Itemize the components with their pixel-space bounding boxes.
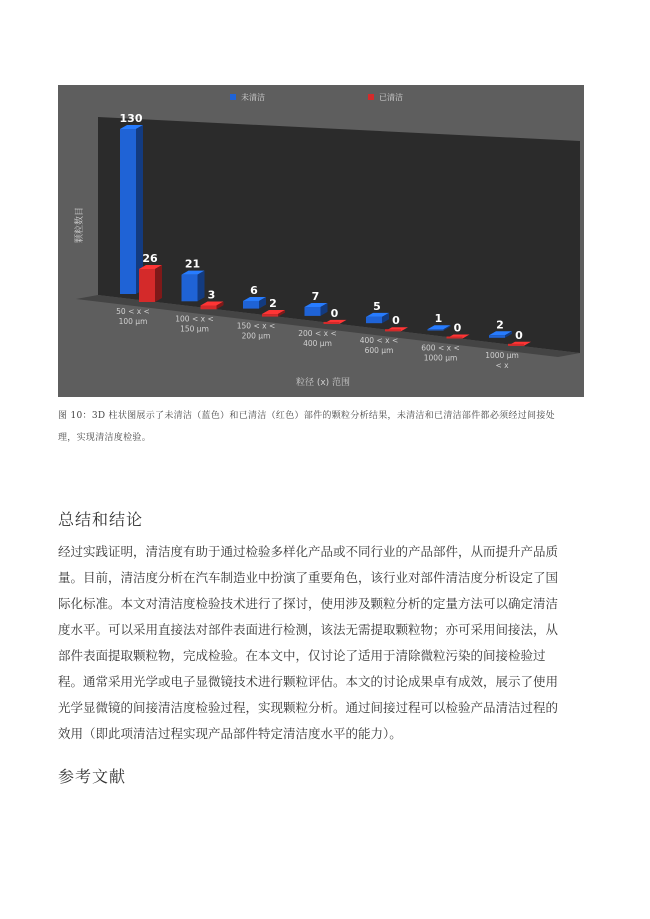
y-axis-label: 颗粒数目 xyxy=(75,206,85,244)
bar-value-label: 2 xyxy=(496,318,504,332)
bar-value-label: 0 xyxy=(392,314,400,328)
bar-value-label: 21 xyxy=(184,257,201,271)
bar xyxy=(139,265,162,302)
x-tick-label: 200 < x < 400 μm xyxy=(298,328,337,348)
legend-label: 已清洁 xyxy=(379,93,403,102)
bar-value-label: 0 xyxy=(453,321,462,335)
paragraph-line: 效用（即此项清洁过程实现产品部件特定清洁度水平的能力）。 xyxy=(58,726,402,741)
paragraph-line: 度水平。可以采用直接法对部件表面进行检测，该法无需提取颗粒物；亦可采用间接法，从 xyxy=(58,622,559,637)
paragraph-line: 光学显微镜的间接清洁度检验过程，实现颗粒分析。通过间接过程可以检验产品清洁过程的 xyxy=(58,700,559,715)
paragraph-line: 量。目前，清洁度分析在汽车制造业中扮演了重要角色，该行业对部件清洁度分析设定了国 xyxy=(58,570,559,585)
legend-label: 未清洁 xyxy=(241,93,265,102)
bar-value-label: 1 xyxy=(434,312,443,326)
bar-value-label: 26 xyxy=(142,252,158,265)
summary-heading: 总结和结论 xyxy=(58,510,144,529)
x-tick-label: 150 < x < 200 μm xyxy=(236,321,276,341)
paragraph-line: 程。通常采用光学或电子显微镜技术进行颗粒评估。本文的讨论成果卓有成效，展示了使用 xyxy=(58,674,559,689)
caption-line: 理，实现清洁度检验。 xyxy=(58,433,152,443)
bar-value-label: 6 xyxy=(250,283,258,297)
bar-value-label: 0 xyxy=(330,306,339,320)
x-tick-label: 50 < x < 100 μm xyxy=(116,307,150,326)
bar-value-label: 130 xyxy=(119,112,143,125)
bar-value-label: 7 xyxy=(311,290,320,304)
bar-value-label: 0 xyxy=(515,328,523,342)
x-tick-label: 100 < x < 150 μm xyxy=(175,314,214,334)
paragraph-line: 经过实践证明，清洁度有助于通过检验多样化产品或不同行业的产品部件，从而提升产品质 xyxy=(58,544,559,559)
references-heading: 参考文献 xyxy=(58,767,127,786)
x-axis-label: 粒径 (x) 范围 xyxy=(295,378,351,388)
bar-chart-figure xyxy=(58,85,584,397)
x-tick-label: 600 < x < 1000 μm xyxy=(421,343,460,363)
summary-paragraph xyxy=(58,539,588,747)
figure-caption xyxy=(58,405,588,449)
x-tick-label: 1000 μm < x xyxy=(485,350,519,370)
caption-line: 图 10：3D 柱状图展示了未清洁（蓝色）和已清洁（红色）部件的颗粒分析结果，未清洁和已清洁部件都必须经过间接处 xyxy=(58,411,555,421)
legend-swatch xyxy=(230,94,236,100)
paragraph-line: 部件表面提取颗粒物，完成检验。在本文中，仅讨论了适用于清除微粒污染的间接检验过 xyxy=(58,648,546,663)
bar xyxy=(120,125,143,294)
bar-chart xyxy=(58,85,584,397)
legend-swatch xyxy=(368,94,374,100)
bar-value-label: 5 xyxy=(373,299,381,313)
x-tick-label: 400 < x < 600 μm xyxy=(359,336,399,356)
bar xyxy=(182,271,205,302)
bar-value-label: 2 xyxy=(269,297,277,311)
bar-value-label: 3 xyxy=(207,288,216,302)
paragraph-line: 际化标准。本文对清洁度检验技术进行了探讨，使用涉及颗粒分析的定量方法可以确定清洁 xyxy=(58,596,559,611)
